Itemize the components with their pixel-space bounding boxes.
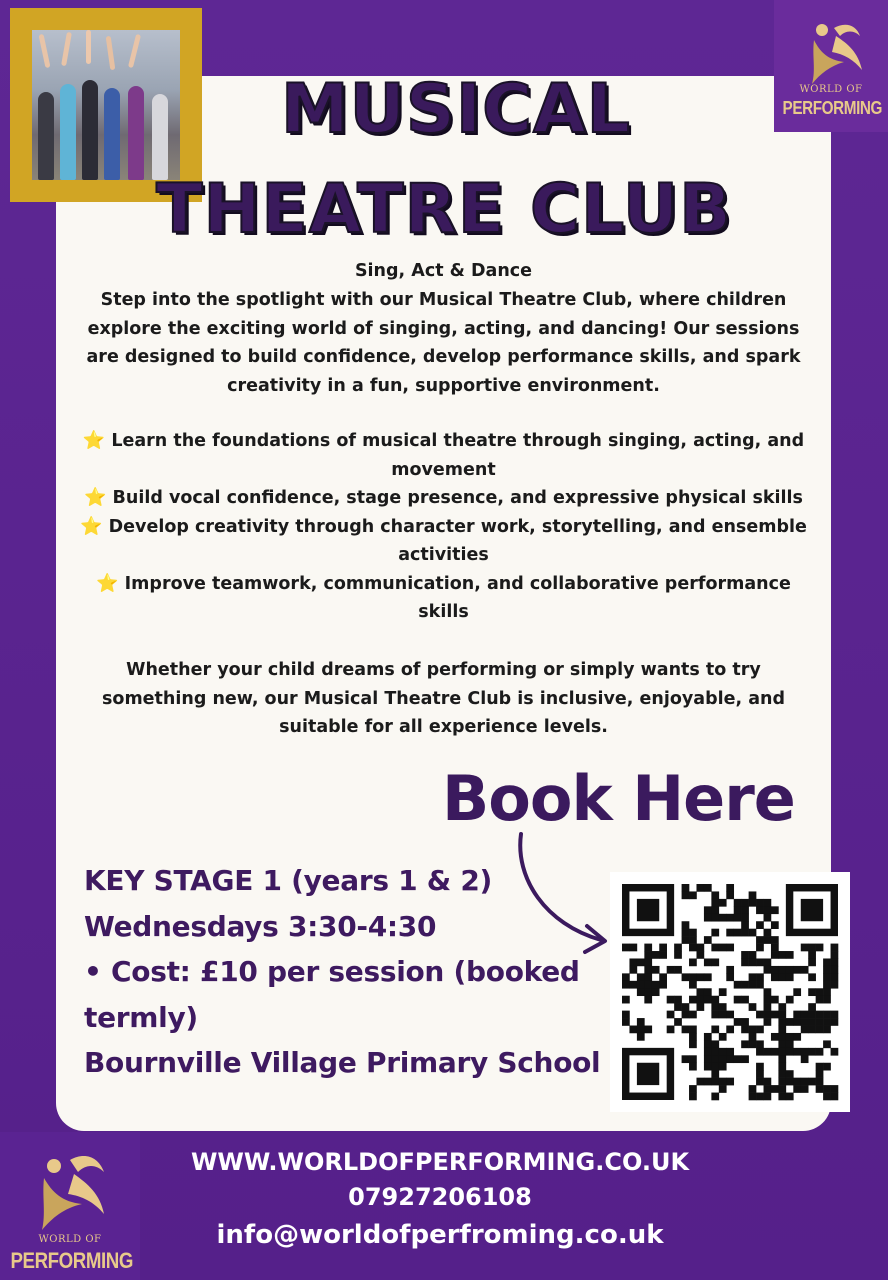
email-link[interactable]: info@worldofperfroming.co.uk xyxy=(216,1220,664,1250)
logo-bottom-brand: PERFORMING xyxy=(10,1248,134,1273)
key-stage: KEY STAGE 1 (years 1 & 2) xyxy=(84,864,493,897)
booking-qr-code[interactable] xyxy=(610,872,850,1112)
session-details xyxy=(84,858,604,1086)
schedule: Wednesdays 3:30-4:30 xyxy=(84,909,437,943)
star-icon: ⭐ xyxy=(80,515,103,537)
subtitle: Sing, Act & Dance xyxy=(354,261,533,281)
logo-bottom xyxy=(0,1132,140,1280)
qr-code-icon[interactable] xyxy=(610,872,850,1112)
bullet-text: Develop creativity through character work, storytelling, and ensemble activities xyxy=(108,516,807,565)
title-line-1 xyxy=(12,70,888,149)
venue: Bournville Village Primary School xyxy=(84,1046,601,1079)
bullet-text: Build vocal confidence, stage presence, and expressive physical skills xyxy=(112,488,803,508)
intro-paragraph: Step into the spotlight with our Musical Theatre Club, where children explore the exciting world of singing, acting, and dancing! Our sessions are designed to build confidence, develop performance skills, and spark creativity in a fun, supportive environment. xyxy=(86,290,801,396)
book-here-heading: Book Here xyxy=(442,762,795,835)
title-line-1-text: MUSICAL xyxy=(280,70,632,149)
website-link[interactable]: WWW.WORLDOFPERFORMING.CO.UK xyxy=(190,1148,690,1176)
title-line-2-text: THEATRE CLUB xyxy=(156,170,732,249)
logo-top-label: WORLD OF xyxy=(799,84,863,95)
bullet-text: Learn the foundations of musical theatre through singing, acting, and movement xyxy=(111,431,805,480)
bullet-list xyxy=(56,427,831,627)
bullet-item xyxy=(68,427,819,484)
star-icon: ⭐ xyxy=(82,430,106,451)
star-icon: ⭐ xyxy=(84,487,107,508)
outro-paragraph: Whether your child dreams of performing or simply wants to try something new, our Musical Theatre Club is inclusive, enjoyable, and suitable for all experience levels. xyxy=(102,660,785,737)
bullet-text: Improve teamwork, communication, and collaborative performance skills xyxy=(124,573,791,622)
phone-number[interactable]: 07927206108 xyxy=(348,1183,532,1211)
bullet-item xyxy=(68,484,819,513)
cost: • Cost: £10 per session (booked termly) xyxy=(84,955,580,1034)
logo-bottom-label: WORLD OF xyxy=(38,1234,102,1245)
star-icon: ⭐ xyxy=(96,572,119,594)
title-line-2 xyxy=(0,170,888,249)
bullet-item xyxy=(68,513,819,570)
logo-top-brand: PERFORMING xyxy=(782,98,883,118)
bullet-item xyxy=(68,570,819,627)
